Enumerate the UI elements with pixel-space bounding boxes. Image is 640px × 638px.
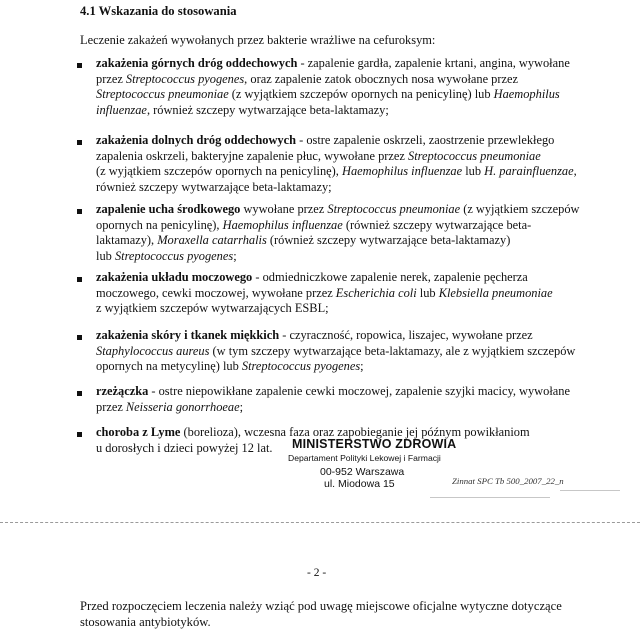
indication-term: zapalenie ucha środkowego bbox=[96, 202, 241, 216]
indication-term: zakażenia górnych dróg oddechowych bbox=[96, 56, 298, 70]
scan-artifact bbox=[430, 497, 550, 498]
indication-lower-respiratory: zakażenia dolnych dróg oddechowych - ostre zapalenie oskrzeli, zaostrzenie przewlekłego zapalenia oskrzeli, bakteryjne zapalenie płuc, wywołane przez Streptococcus pneumoniae (z wyjątkiem szczepów opornych na penicylinę), Haemophilus influenzae lub H. parainfluenzae, również szczepy wytwarzające beta-laktamazy; bbox=[96, 133, 577, 194]
intro-text: Leczenie zakażeń wywołanych przez bakterie wrażliwe na cefuroksym: bbox=[80, 33, 436, 47]
indication-term: zakażenia skóry i tkanek miękkich bbox=[96, 328, 280, 342]
bullet-icon bbox=[77, 209, 82, 214]
indication-otitis-media: zapalenie ucha środkowego wywołane przez Streptococcus pneumoniae (z wyjątkiem szczepów opornych na penicylinę), Haemophilus influenzae (również szczepy wytwarzające beta- laktamazy), Moraxella catarrhalis (również szczepy wytwarzające beta-laktamazy) lub Streptococcus pyogenes; bbox=[96, 202, 580, 263]
bullet-icon bbox=[77, 391, 82, 396]
indication-upper-respiratory: zakażenia górnych dróg oddechowych - zapalenie gardła, zapalenie krtani, angina, wywołane przez Streptococcus pyogenes, oraz zapalenie zatok obocznych nosa wywołane przez Streptococcus pneumoniae (z wyjątkiem szczepów opornych na penicylinę) lub Haemophilus influenzae, również szczepy wytwarzające beta-laktamazy; bbox=[96, 56, 570, 117]
bullet-icon bbox=[77, 335, 82, 340]
bullet-icon bbox=[77, 277, 82, 282]
section-heading: 4.1 Wskazania do stosowania bbox=[80, 4, 237, 18]
indication-urinary-tract: zakażenia układu moczowego - odmiedniczkowe zapalenie nerek, zapalenie pęcherza moczowego, cewki moczowej, wywołane przez Escherichia coli lub Klebsiella pneumoniae z wyjątkiem szczepów wytwarzających ESBL; bbox=[96, 270, 553, 316]
indication-term: zakażenia dolnych dróg oddechowych bbox=[96, 133, 296, 147]
indication-lyme-disease: choroba z Lyme (borelioza), wczesna faza oraz zapobieganie jej późnym powikłaniom u dorosłych i dzieci powyżej 12 lat. bbox=[96, 425, 530, 455]
indication-term: choroba z Lyme bbox=[96, 425, 181, 439]
document-reference: Zinnat SPC Tb 500_2007_22_n bbox=[452, 476, 564, 486]
scan-artifact bbox=[560, 490, 620, 491]
indication-gonorrhoea: rzeżączka - ostre niepowikłane zapalenie cewki moczowej, zapalenie szyjki macicy, wywołane przez Neisseria gonorrhoeae; bbox=[96, 384, 570, 414]
stamp-street: ul. Miodowa 15 bbox=[324, 478, 395, 490]
page-separator bbox=[0, 522, 640, 523]
stamp-department: Departament Polityki Lekowej i Farmacji bbox=[288, 453, 441, 463]
indication-skin-soft-tissue: zakażenia skóry i tkanek miękkich - czyraczność, ropowica, liszajec, wywołane przez Staphylococcus aureus (w tym szczepy wytwarzające beta-laktamazy, ale z wyjątkiem szczepów opornych na metycylinę) lub Streptococcus pyogenes; bbox=[96, 328, 576, 374]
bullet-icon bbox=[77, 63, 82, 68]
indication-term: zakażenia układu moczowego bbox=[96, 270, 253, 284]
stamp-postcode: 00-952 Warszawa bbox=[320, 466, 405, 478]
page-number: - 2 - bbox=[307, 567, 327, 579]
indication-term: rzeżączka bbox=[96, 384, 149, 398]
footer-paragraph: Przed rozpoczęciem leczenia należy wziąć pod uwagę miejscowe oficjalne wytyczne dotyczące stosowania antybiotyków. bbox=[80, 599, 562, 629]
stamp-title: MINISTERSTWO ZDROWIA bbox=[292, 437, 457, 451]
bullet-icon bbox=[77, 140, 82, 145]
bullet-icon bbox=[77, 432, 82, 437]
